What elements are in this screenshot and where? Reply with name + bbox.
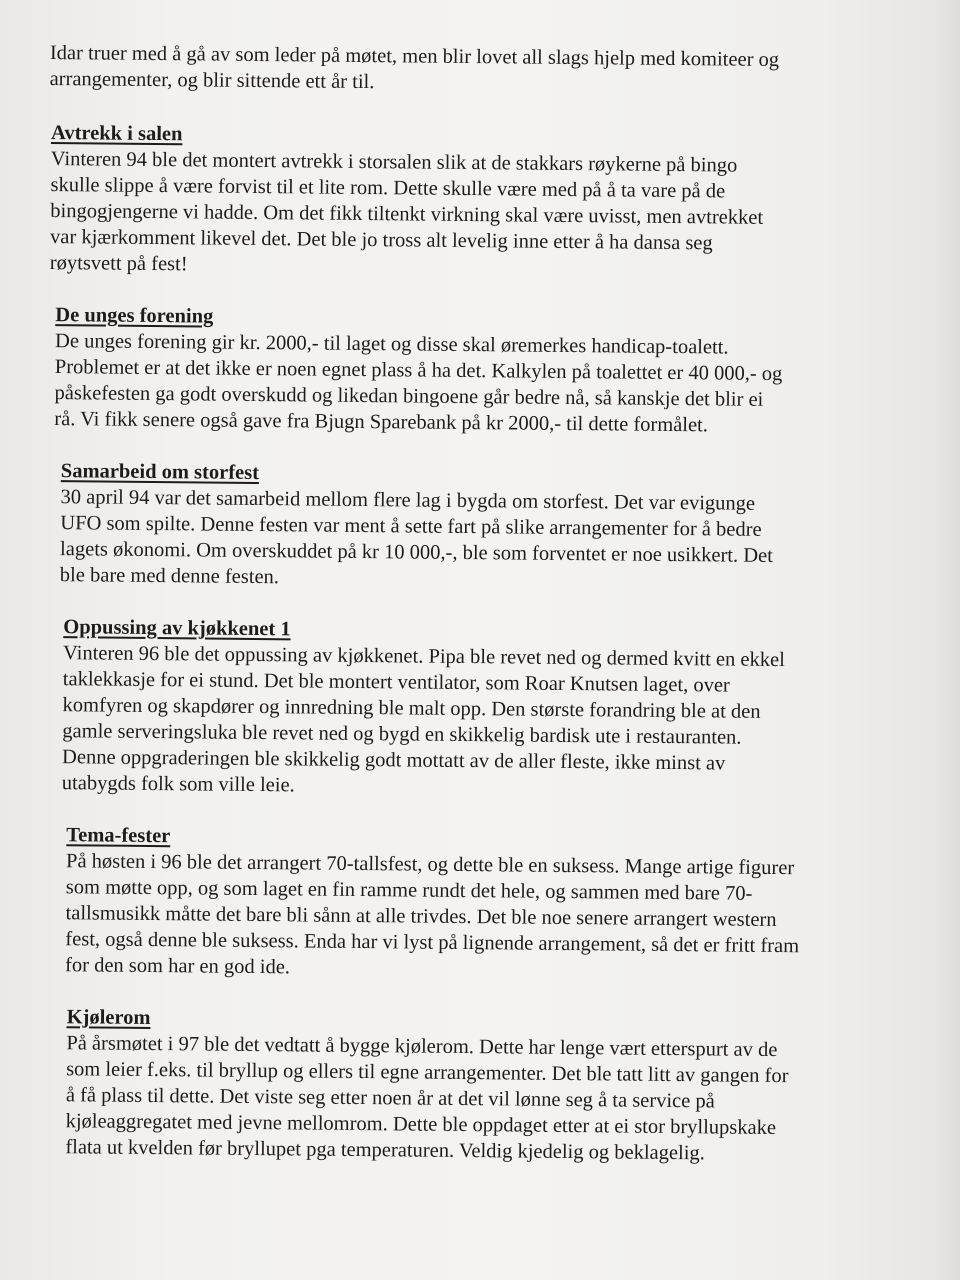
text-line: Denne oppgraderingen ble skikkelig godt mottatt av de aller fleste, ikke minst av: [62, 746, 726, 775]
text-line: tallsmusikk måtte det bare bli sånn at alle trivdes. Det ble noe senere arrangert western: [65, 902, 777, 932]
text-line: fest, også denne ble suksess. Enda har vi lyst på lignende arrangement, så det er fritt fram: [65, 928, 800, 958]
section-body: [50, 146, 909, 284]
text-line: kjøleaggregatet med jevne mellomrom. Dette ble oppdaget etter at ei stor bryllupskake: [65, 1110, 777, 1140]
section-kjolerom: [65, 1004, 900, 1168]
text-line: skulle slippe å være forvist til et lite rom. Dette skulle være med på å ta vare på de: [50, 174, 726, 203]
section-body: [65, 848, 902, 986]
text-line: arrangementer, og blir sittende ett år til.: [49, 67, 375, 94]
text-line: På høsten i 96 ble det arrangert 70-tallsfest, og dette ble en suksess. Mange artige figurer: [66, 850, 795, 880]
section-heading: Kjølerom: [66, 1006, 151, 1030]
text-line: taklekkasje for ei stund. Det ble montert ventilator, som Roar Knutsen laget, over: [62, 668, 730, 697]
text-line: UFO som spilte. Denne festen var ment å sette fart på slike arrangementer for å bedre: [60, 512, 762, 541]
section-samarbeid-om-storfest: [60, 458, 906, 596]
text-line: Idar truer med å gå av som leder på møtet, men blir lovet all slags hjelp med komiteer og: [49, 41, 780, 71]
text-line: var kjærkomment likevel det. Det ble jo tross alt levelig inne etter å ha dansa seg: [50, 226, 713, 255]
text-line: De unges forening gir kr. 2000,- til laget og disse skal øremerkes handicap-toalett.: [55, 330, 729, 359]
text-line: Problemet er at det ikke er noen egnet plass å ha det. Kalkylen på toalettet er 40 000,- og: [54, 356, 783, 386]
text-line: påskefesten ga godt overskudd og likedan bingoene går bedre nå, så kanskje det blir ei: [54, 382, 764, 411]
text-line: utabygds folk som ville leie.: [61, 772, 295, 797]
text-line: å få plass til dette. Det viste seg etter noen år at det vil lønne seg å ta service på: [65, 1084, 715, 1113]
text-line: røytsvett på fest!: [49, 252, 188, 276]
text-line: Vinteren 96 ble det oppussing av kjøkkenet. Pipa ble revet ned og dermed kvitt en ekkel: [63, 642, 785, 672]
text-line: flata ut kvelden før bryllupet pga temperaturen. Veldig kjedelig og beklagelig.: [65, 1136, 705, 1165]
text-line: komfyren og skapdører og innredning ble malt opp. Den største forandring ble at den: [62, 694, 761, 723]
text-line: På årsmøtet i 97 ble det vedtatt å bygge kjølerom. Dette har lenge vært etterspurt av de: [66, 1032, 778, 1062]
section-body: [54, 328, 907, 440]
text-line: gamle serveringsluka ble revet ned og bygd en skikkelig bardisk ute i restauranten.: [62, 720, 742, 749]
section-oppussing-av-kjokkenet: [62, 614, 905, 804]
text-line: som leier f.eks. til bryllup og ellers til egne arrangementer. Det ble tatt litt av gangen for: [66, 1058, 789, 1088]
section-de-unges-forening: [54, 302, 907, 440]
section-body: [62, 640, 904, 804]
text-line: bingogjengerne vi hadde. Om det fikk tiltenkt virkning skal være uvisst, men avtrekket: [50, 200, 764, 229]
section-heading: Samarbeid om storfest: [60, 460, 260, 485]
section-body: [60, 484, 906, 596]
section-heading: Tema-fester: [66, 824, 171, 848]
text-line: lagets økonomi. Om overskuddet på kr 10 000,-, ble som forventet er noe usikkert. Det: [60, 538, 773, 567]
section-heading: Avtrekk i salen: [51, 122, 183, 146]
section-tema-fester: [65, 822, 902, 986]
text-line: ble bare med denne festen.: [59, 564, 280, 589]
document-text: [39, 40, 910, 1194]
text-line: for den som har en god ide.: [65, 954, 291, 979]
section-heading: Oppussing av kjøkkenet 1: [63, 616, 291, 641]
intro-paragraph: [50, 40, 910, 100]
section-body: [65, 1030, 900, 1168]
text-line: 30 april 94 var det samarbeid mellom flere lag i bygda om storfest. Det var evigunge: [60, 486, 756, 515]
section-avtrekk-i-salen: [50, 120, 909, 284]
section-heading: De unges forening: [55, 304, 214, 328]
text-line: Vinteren 94 ble det montert avtrekk i storsalen slik at de stakkars røykerne på bingo: [50, 148, 738, 177]
text-line: som møtte opp, og som laget en fin ramme rundt det hele, og sammen med bare 70-: [65, 876, 753, 905]
text-line: rå. Vi fikk senere også gave fra Bjugn Sparebank på kr 2000,- til dette formålet.: [54, 408, 709, 437]
